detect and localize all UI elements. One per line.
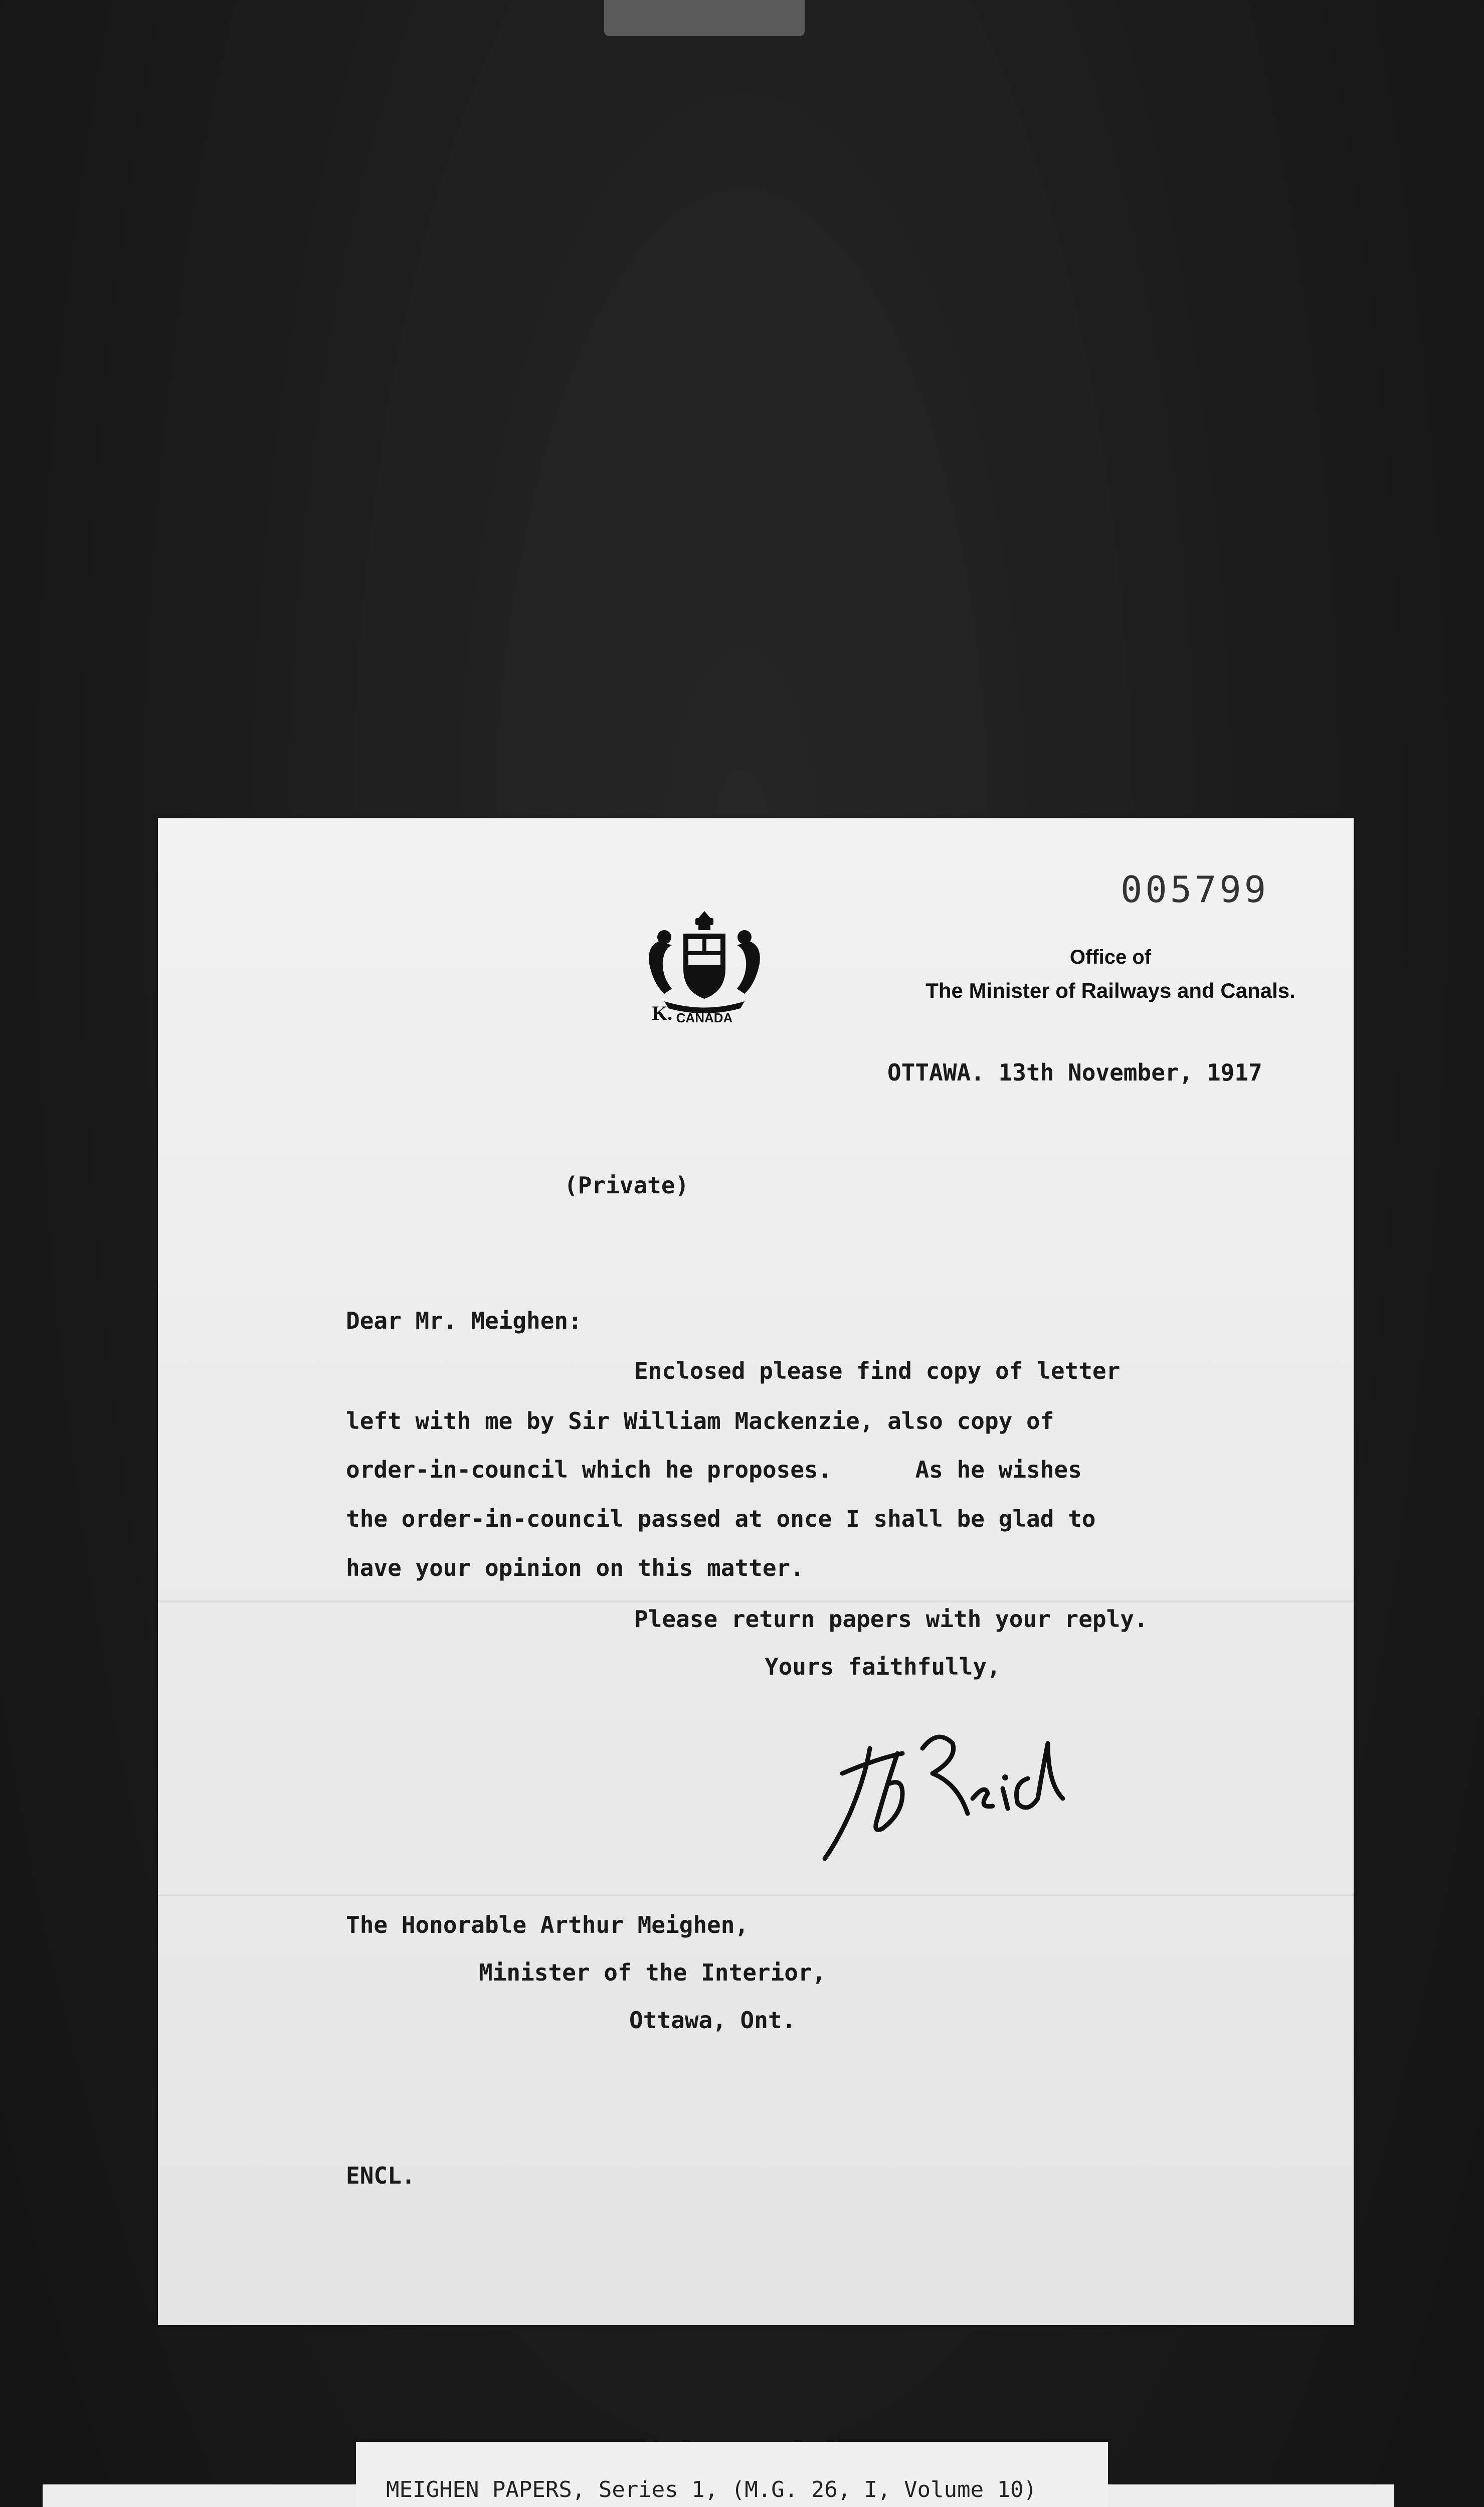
handwritten-signature bbox=[822, 1718, 1103, 1869]
fold-line bbox=[158, 1894, 1354, 1896]
private-marking: (Private) bbox=[564, 1172, 689, 1199]
body-line: the order-in-council passed at once I shall be glad to bbox=[346, 1505, 1096, 1532]
body-line: order-in-council which he proposes. As he wishes bbox=[346, 1456, 1082, 1483]
body-line: Enclosed please find copy of letter bbox=[634, 1357, 1121, 1384]
crest-initial: K. bbox=[652, 1002, 673, 1024]
office-heading: Office of bbox=[1069, 946, 1152, 968]
recipient-name: The Honorable Arthur Meighen, bbox=[346, 1911, 749, 1938]
closing: Yours faithfully, bbox=[765, 1653, 1001, 1680]
enclosure-marking: ENCL. bbox=[346, 2162, 416, 2189]
fold-line bbox=[158, 1600, 1354, 1602]
crest-label: CANADA bbox=[676, 1010, 733, 1025]
return-instruction: Please return papers with your reply. bbox=[634, 1605, 1148, 1633]
letter-page bbox=[158, 818, 1354, 2325]
document-number: 005799 bbox=[1121, 868, 1269, 911]
film-tab bbox=[604, 0, 805, 36]
recipient-location: Ottawa, Ont. bbox=[629, 2007, 796, 2034]
ministry-heading: The Minister of Railways and Canals. bbox=[925, 979, 1295, 1002]
body-line: have your opinion on this matter. bbox=[346, 1554, 804, 1581]
salutation: Dear Mr. Meighen: bbox=[346, 1307, 582, 1334]
body-line: left with me by Sir William Mackenzie, also copy of bbox=[346, 1407, 1054, 1435]
series-label-strip bbox=[356, 2442, 1108, 2507]
series-label: MEIGHEN PAPERS, Series 1, (M.G. 26, I, Volume 10) bbox=[386, 2477, 1037, 2502]
recipient-title: Minister of the Interior, bbox=[479, 1959, 826, 1986]
date-line: OTTAWA. 13th November, 1917 bbox=[887, 1059, 1262, 1086]
